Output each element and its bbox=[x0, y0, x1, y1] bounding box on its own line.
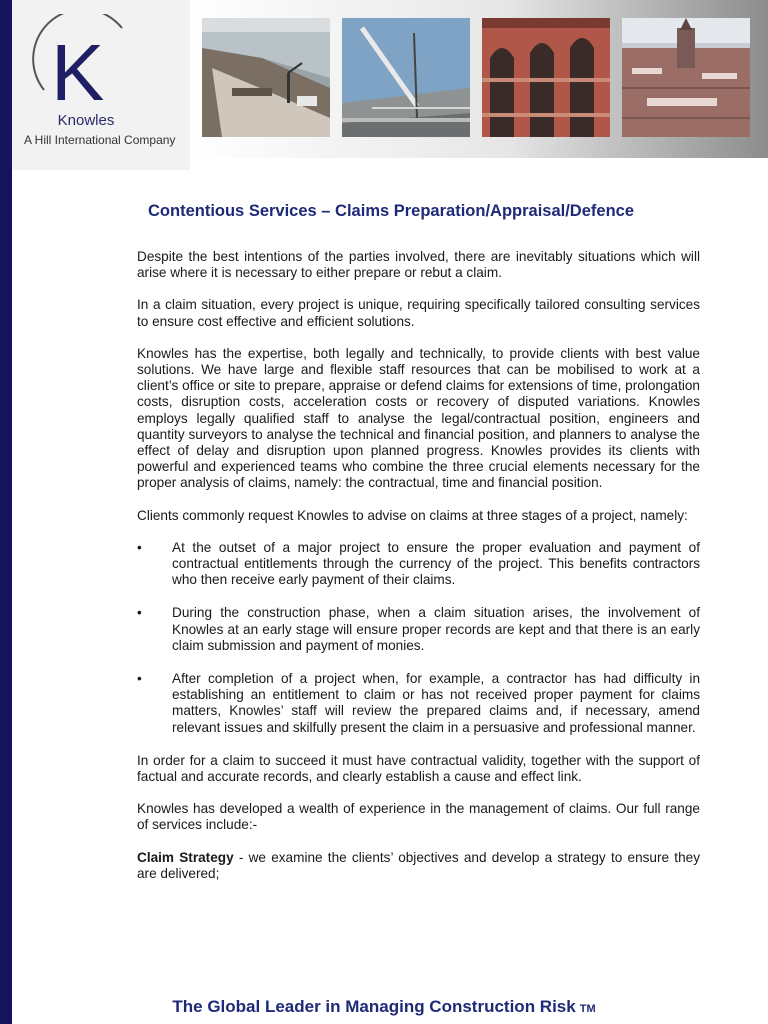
knowles-logo-icon bbox=[22, 14, 132, 110]
city-aerial-photo bbox=[622, 18, 750, 137]
stages-intro-paragraph: Clients commonly request Knowles to advise on claims at three stages of a project, namely: bbox=[137, 507, 688, 523]
bullet-icon: • bbox=[137, 539, 142, 555]
trademark-mark: TM bbox=[579, 1003, 596, 1015]
brand-tagline: A Hill International Company bbox=[24, 133, 176, 147]
list-item bbox=[137, 671, 700, 736]
intro-paragraph: Despite the best intentions of the parties involved, there are inevitably situations which will arise where it is necessary to either prepare or rebut a claim. bbox=[137, 249, 700, 281]
footer-slogan bbox=[0, 997, 768, 1017]
brand-name: Knowles bbox=[57, 112, 115, 129]
slogan-text: The Global Leader in Managing Construction Risk bbox=[172, 997, 576, 1016]
header-photo-band bbox=[190, 0, 768, 158]
expertise-paragraph: Knowles has the expertise, both legally and technically, to provide clients with best value solutions. We have large and flexible staff resources that can be mobilised to work at a client’s office or site to prepare, appraise or defend claims for extensions of time, prolongation costs, disruption costs, acceleration costs or recovery of disputed variations. Knowles employs legally qualified staff to analyse the legal/contractual position, engineers and quantity surveyors to analyse the technical and financial position, and planners to analyse the effect of delay and disruption upon planned progress. Knowles provides its clients with powerful and experienced teams who combine the three crucial elements necessary for the proper analysis of claims, namely: the contractual, time and financial position. bbox=[137, 345, 700, 491]
page-title: Contentious Services – Claims Preparation/Appraisal/Defence bbox=[148, 202, 635, 220]
list-item-text: After completion of a project when, for example, a contractor has had difficulty in establishing an entitlement to claim or has not received proper payment for claims matters, Knowles’ staff will review the prepared claims and, if necessary, amend relevant issues and skilfully present the claim in a persuasive and professional manner. bbox=[172, 671, 700, 735]
claim-strategy-label: Claim Strategy bbox=[137, 849, 234, 865]
list-item-text: At the outset of a major project to ensure the proper evaluation and payment of contractual entitlements through the currency of the project. This benefits contractors who then receive early payment of their claims. bbox=[172, 539, 700, 588]
logo-letter: K bbox=[51, 28, 105, 110]
list-item-text: During the construction phase, when a claim situation arises, the involvement of Knowles at an early stage will ensure proper records are kept and that there is an early claim submission and payment of monies. bbox=[172, 605, 700, 653]
bullet-icon: • bbox=[137, 605, 142, 621]
brick-facade-photo bbox=[482, 18, 610, 137]
services-intro-paragraph: Knowles has developed a wealth of experience in the management of claims. Our full range of services include:- bbox=[137, 801, 700, 833]
list-item bbox=[137, 540, 700, 589]
list-item bbox=[137, 605, 700, 654]
logo-panel bbox=[12, 0, 190, 170]
claim-strategy-text: - we examine the clients’ objectives and develop a strategy to ensure they are delivered; bbox=[137, 849, 700, 881]
left-accent-bar bbox=[0, 0, 12, 1024]
claim-strategy-paragraph bbox=[137, 850, 700, 882]
claim-situation-paragraph: In a claim situation, every project is unique, requiring specifically tailored consulting services to ensure cost effective and efficient solutions. bbox=[137, 297, 700, 329]
waterfront-construction-photo bbox=[202, 18, 330, 137]
stages-list bbox=[137, 540, 700, 736]
crane-roof-photo bbox=[342, 18, 470, 137]
bullet-icon: • bbox=[137, 671, 142, 687]
body-content bbox=[137, 249, 700, 898]
validity-paragraph: In order for a claim to succeed it must have contractual validity, together with the support of factual and accurate records, and clearly establish a cause and effect link. bbox=[137, 752, 700, 785]
